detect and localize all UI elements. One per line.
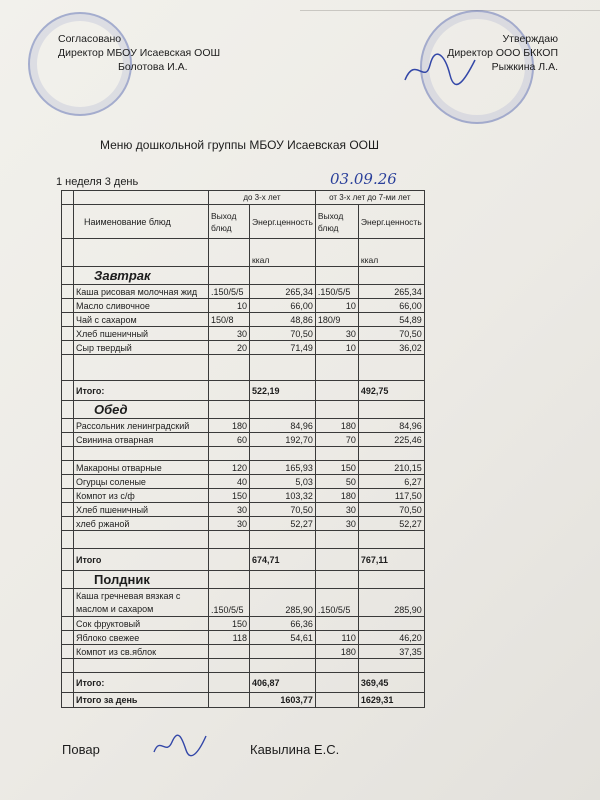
dish-name: Огурцы соленые	[74, 475, 209, 489]
handwritten-date: 03.09.26	[330, 170, 397, 188]
lunch-total-label: Итого	[74, 549, 209, 571]
dish-output-2: 30	[315, 327, 358, 341]
dish-energy-2: 46,20	[358, 631, 424, 645]
lunch-total-energy-1: 674,71	[250, 549, 316, 571]
row-marker	[62, 617, 74, 631]
dish-output-2: 10	[315, 341, 358, 355]
snack-total-energy-2: 369,45	[358, 673, 424, 693]
row-marker	[62, 341, 74, 355]
dish-energy-2: 117,50	[358, 489, 424, 503]
dish-output-2: 180/9	[315, 313, 358, 327]
dish-energy-1: 285,90	[250, 589, 316, 617]
dish-name	[74, 589, 209, 617]
approval-left-position: Директор МБОУ Исаевская ООШ	[58, 47, 221, 59]
unit-kcal-1: ккал	[250, 239, 316, 267]
lunch-total-energy-2: 767,11	[358, 549, 424, 571]
table-row	[62, 433, 425, 447]
dish-output-1: 150	[209, 489, 250, 503]
column-output-2: Выход блюд	[315, 205, 358, 239]
dish-energy-1: 66,00	[250, 299, 316, 313]
dish-output-1: 120	[209, 461, 250, 475]
table-row	[62, 285, 425, 299]
document-title: Меню дошкольной группы МБОУ Исаевская ООШ	[100, 138, 379, 152]
dish-output-2: 10	[315, 299, 358, 313]
age-group-1-header: до 3-х лет	[209, 191, 316, 205]
dish-output-1: 30	[209, 503, 250, 517]
table-row	[62, 589, 425, 617]
unit-kcal-2: ккал	[358, 239, 424, 267]
dish-output-1: 30	[209, 327, 250, 341]
dish-energy-1: 48,86	[250, 313, 316, 327]
approval-right-position: Директор ООО БККОП	[447, 47, 558, 59]
row-marker	[62, 461, 74, 475]
row-marker	[62, 433, 74, 447]
row-marker	[62, 645, 74, 659]
table-row	[62, 419, 425, 433]
section-row	[62, 571, 425, 589]
row-marker	[62, 631, 74, 645]
dish-name: Компот из св.яблок	[74, 645, 209, 659]
table-row	[62, 205, 425, 239]
dish-energy-1: 54,61	[250, 631, 316, 645]
dish-energy-1: 84,96	[250, 419, 316, 433]
dish-name: Свинина отварная	[74, 433, 209, 447]
dish-output-1: 40	[209, 475, 250, 489]
table-row	[62, 659, 425, 673]
dish-energy-1: 165,93	[250, 461, 316, 475]
day-total-label: Итого за день	[74, 693, 209, 708]
table-row	[62, 239, 425, 267]
table-row	[62, 341, 425, 355]
day-total-energy-1: 1603,77	[250, 693, 316, 708]
dish-output-2: 180	[315, 419, 358, 433]
dish-energy-1	[250, 645, 316, 659]
dish-energy-2: 225,46	[358, 433, 424, 447]
approval-right-person: Рыжкина Л.А.	[491, 61, 558, 73]
dish-name: Чай с сахаром	[74, 313, 209, 327]
column-energy-1: Энерг.ценность	[250, 205, 316, 239]
table-row	[62, 461, 425, 475]
column-dish-name: Наименование блюд	[74, 205, 209, 239]
dish-energy-1: 70,50	[250, 327, 316, 341]
dish-energy-2: 265,34	[358, 285, 424, 299]
total-row	[62, 549, 425, 571]
row-marker	[62, 327, 74, 341]
director-signature	[400, 50, 480, 90]
dish-output-1: 10	[209, 299, 250, 313]
dish-name: Макароны отварные	[74, 461, 209, 475]
dish-output-2: 30	[315, 517, 358, 531]
dish-name: Сок фруктовый	[74, 617, 209, 631]
dish-output-2: 110	[315, 631, 358, 645]
dish-energy-1: 66,36	[250, 617, 316, 631]
dish-name: хлеб ржаной	[74, 517, 209, 531]
dish-output-2: .150/5/5	[315, 589, 358, 617]
cook-signature	[150, 730, 210, 760]
dish-energy-2	[358, 617, 424, 631]
table-row	[62, 447, 425, 461]
row-marker	[62, 489, 74, 503]
table-row	[62, 489, 425, 503]
dish-output-2: 30	[315, 503, 358, 517]
dish-name: Хлеб пшеничный	[74, 327, 209, 341]
table-row	[62, 631, 425, 645]
snack-rows	[62, 617, 425, 659]
dish-name-line1: Каша гречневая вязкая с	[76, 590, 181, 601]
dish-output-1: 150/8	[209, 313, 250, 327]
dish-output-1: 20	[209, 341, 250, 355]
dish-output-1: 180	[209, 419, 250, 433]
table-row	[62, 475, 425, 489]
total-row	[62, 381, 425, 401]
row-marker	[62, 313, 74, 327]
table-row	[62, 517, 425, 531]
row-marker	[62, 475, 74, 489]
dish-name: Рассольник ленинградский	[74, 419, 209, 433]
table-row	[62, 313, 425, 327]
day-total-energy-2: 1629,31	[358, 693, 424, 708]
dish-output-2: 50	[315, 475, 358, 489]
dish-output-2	[315, 617, 358, 631]
approval-left-block	[58, 32, 220, 74]
dish-energy-2: 84,96	[358, 419, 424, 433]
section-breakfast: Завтрак	[74, 267, 209, 285]
dish-energy-1: 265,34	[250, 285, 316, 299]
row-marker	[62, 419, 74, 433]
breakfast-total-energy-1: 522,19	[250, 381, 316, 401]
dish-energy-1: 70,50	[250, 503, 316, 517]
row-marker	[62, 285, 74, 299]
table-row	[62, 617, 425, 631]
row-marker	[62, 299, 74, 313]
dish-energy-1: 5,03	[250, 475, 316, 489]
dish-output-2: 180	[315, 489, 358, 503]
dish-output-2: 150	[315, 461, 358, 475]
age-group-2-header: от 3-х лет до 7-ми лет	[315, 191, 424, 205]
section-snack: Полдник	[74, 571, 209, 589]
dish-output-2: 180	[315, 645, 358, 659]
page-edge	[300, 0, 600, 11]
cook-role: Повар	[62, 742, 100, 757]
dish-output-2: .150/5/5	[315, 285, 358, 299]
table-row	[62, 327, 425, 341]
dish-energy-2: 6,27	[358, 475, 424, 489]
dish-energy-2: 210,15	[358, 461, 424, 475]
dish-energy-2: 285,90	[358, 589, 424, 617]
approval-right-title: Утверждаю	[502, 33, 558, 45]
dish-output-1: .150/5/5	[209, 589, 250, 617]
dish-energy-2: 54,89	[358, 313, 424, 327]
dish-energy-2: 66,00	[358, 299, 424, 313]
dish-energy-2: 36,02	[358, 341, 424, 355]
breakfast-rows	[62, 285, 425, 355]
column-output-1: Выход блюд	[209, 205, 250, 239]
dish-output-1: 118	[209, 631, 250, 645]
table-row	[62, 503, 425, 517]
snack-total-energy-1: 406,87	[250, 673, 316, 693]
dish-name: Каша рисовая молочная жид	[74, 285, 209, 299]
dish-energy-2: 70,50	[358, 503, 424, 517]
dish-name: Яблоко свежее	[74, 631, 209, 645]
dish-energy-2: 37,35	[358, 645, 424, 659]
week-day-label: 1 неделя 3 день	[56, 176, 139, 188]
section-lunch: Обед	[74, 401, 209, 419]
dish-output-1: 60	[209, 433, 250, 447]
dish-energy-1: 103,32	[250, 489, 316, 503]
section-row	[62, 267, 425, 285]
row-marker	[62, 503, 74, 517]
dish-output-1: 150	[209, 617, 250, 631]
row-marker	[62, 517, 74, 531]
cook-name: Кавылина Е.С.	[250, 742, 340, 757]
dish-name: Масло сливочное	[74, 299, 209, 313]
dish-output-2: 70	[315, 433, 358, 447]
dish-name-line2: маслом и сахаром	[76, 603, 154, 614]
column-energy-2: Энерг.ценность	[358, 205, 424, 239]
lunch-rows	[62, 419, 425, 531]
approval-left-title: Согласовано	[58, 33, 122, 45]
dish-energy-2: 52,27	[358, 517, 424, 531]
snack-total-label: Итого:	[74, 673, 209, 693]
dish-output-1: 30	[209, 517, 250, 531]
breakfast-total-energy-2: 492,75	[358, 381, 424, 401]
dish-energy-2: 70,50	[358, 327, 424, 341]
table-row	[62, 191, 425, 205]
dish-output-1: .150/5/5	[209, 285, 250, 299]
dish-energy-1: 52,27	[250, 517, 316, 531]
total-row	[62, 673, 425, 693]
section-row	[62, 401, 425, 419]
table-row	[62, 299, 425, 313]
dish-energy-1: 71,49	[250, 341, 316, 355]
table-row	[62, 531, 425, 549]
table-row	[62, 645, 425, 659]
table-row	[62, 355, 425, 381]
total-row	[62, 693, 425, 708]
dish-energy-1: 192,70	[250, 433, 316, 447]
dish-name: Компот из с/ф	[74, 489, 209, 503]
dish-output-1	[209, 645, 250, 659]
approval-left-person: Болотова И.А.	[118, 61, 188, 73]
dish-name: Хлеб пшеничный	[74, 503, 209, 517]
menu-table	[61, 190, 425, 708]
breakfast-total-label: Итого:	[74, 381, 209, 401]
dish-name: Сыр твердый	[74, 341, 209, 355]
